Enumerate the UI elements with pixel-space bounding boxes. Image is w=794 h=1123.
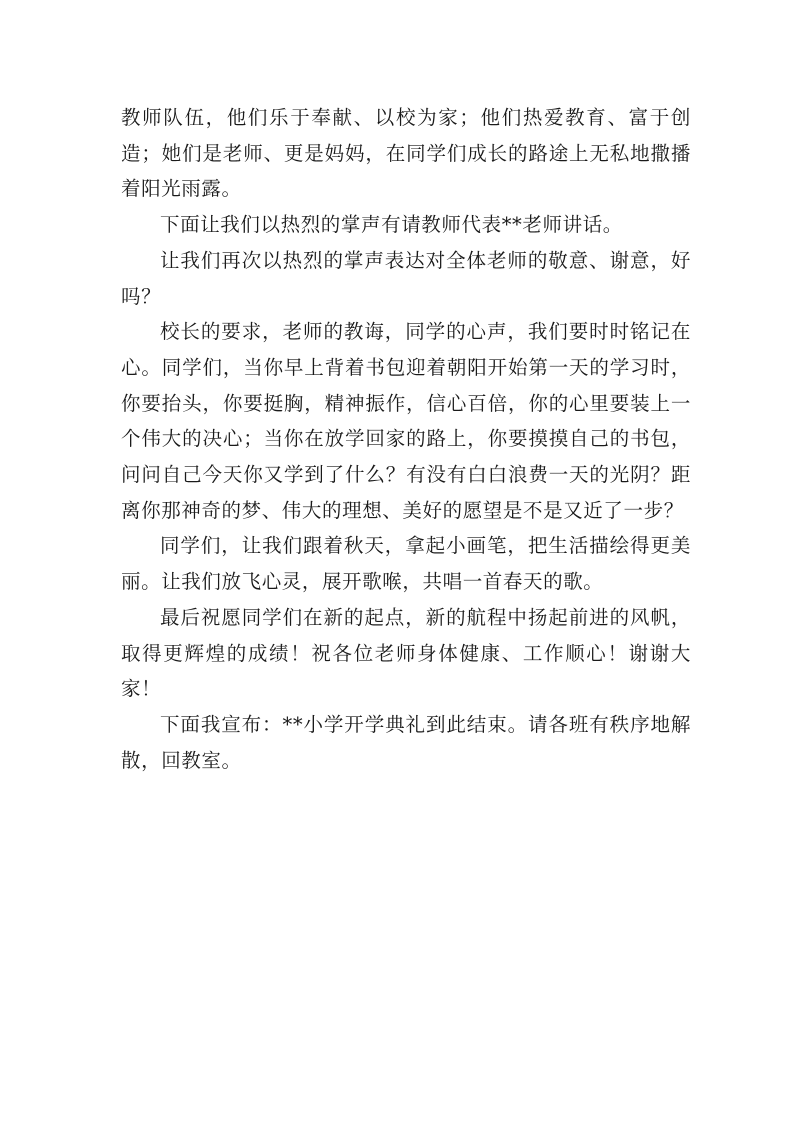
paragraph: 让我们再次以热烈的掌声表达对全体老师的敬意、谢意，好吗？: [121, 248, 691, 308]
paragraph: 下面我宣布：**小学开学典礼到此结束。请各班有秩序地解散，回教室。: [121, 712, 691, 772]
paragraph: 最后祝愿同学们在新的起点，新的航程中扬起前进的风帆，取得更辉煌的成绩！祝各位老师身体健康、工作顺心！谢谢大家！: [121, 605, 691, 701]
paragraph: 校长的要求，老师的教诲，同学的心声，我们要时时铭记在心。同学们，当你早上背着书包迎着朝阳开始第一天的学习时，你要抬头，你要挺胸，精神振作，信心百倍，你的心里要装上一个伟大的决心；当你在放学回家的路上，你要摸摸自己的书包，问问自己今天你又学到了什么？有没有白白浪费一天的光阴？距离你那神奇的梦、伟大的理想、美好的愿望是不是又近了一步？: [121, 320, 691, 522]
paragraph: 下面让我们以热烈的掌声有请教师代表**老师讲话。: [160, 213, 623, 237]
paragraph: 同学们，让我们跟着秋天，拿起小画笔，把生活描绘得更美丽。让我们放飞心灵，展开歌喉，共唱一首春天的歌。: [121, 534, 691, 594]
paragraph-continued: 教师队伍，他们乐于奉献、以校为家；他们热爱教育、富于创造；她们是老师、更是妈妈，在同学们成长的路途上无私地撒播着阳光雨露。: [121, 106, 691, 201]
document-body: [121, 100, 691, 778]
